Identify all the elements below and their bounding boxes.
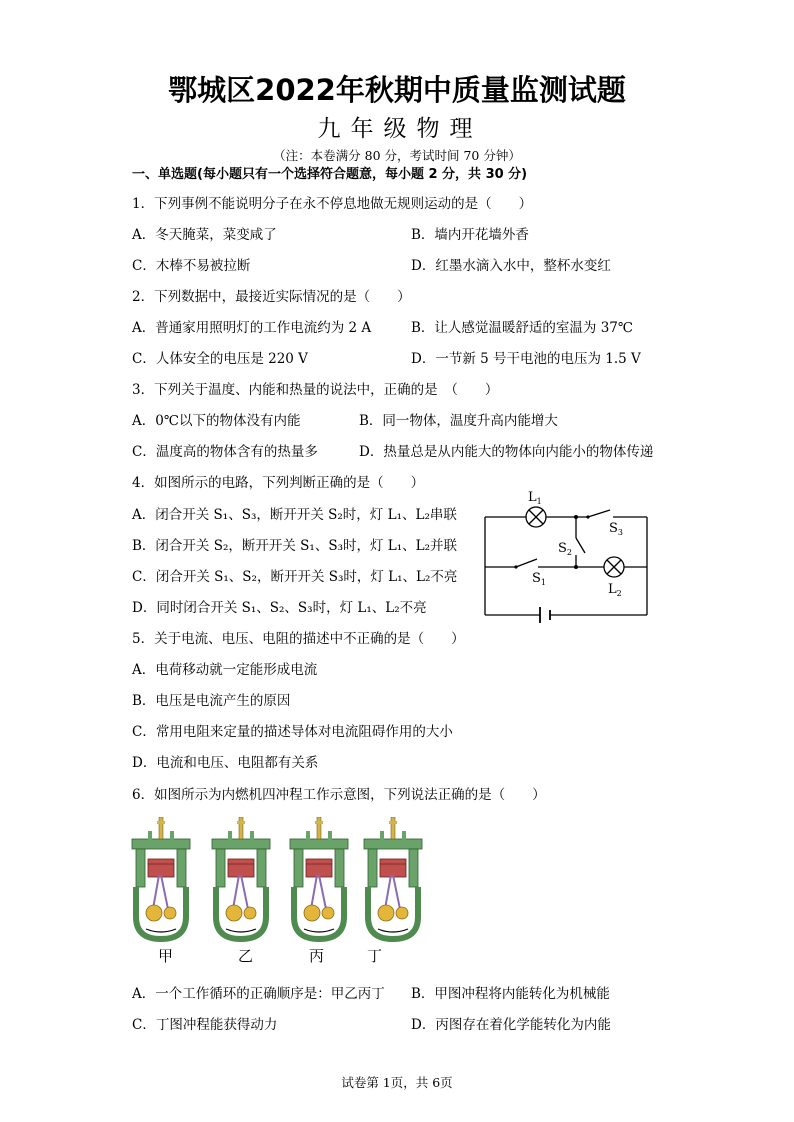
question-2-option-a: A．普通家用照明灯的工作电流约为 2 A: [132, 320, 372, 336]
engine-strokes-diagram: [128, 817, 428, 942]
engine-label-yi: 乙: [238, 947, 254, 965]
exam-note: （注：本卷满分 80 分，考试时间 70 分钟）: [273, 148, 521, 163]
question-6-option-d: D．丙图存在着化学能转化为内能: [411, 1017, 611, 1033]
question-5-stem: 5．关于电流、电压、电阻的描述中不正确的是（ ）: [132, 631, 465, 647]
label-s3-sub: 3: [617, 528, 623, 537]
question-1-option-d: D．红墨水滴入水中，整杯水变红: [411, 258, 611, 274]
label-s1-sub: 1: [540, 578, 546, 587]
question-4-option-b: B．闭合开关 S₂，断开开关 S₁、S₃时，灯 L₁、L₂并联: [132, 538, 458, 554]
label-s2: S: [558, 541, 567, 556]
question-3-option-b: B．同一物体，温度升高内能增大: [359, 413, 558, 429]
question-6-stem: 6．如图所示为内燃机四冲程工作示意图，下列说法正确的是（ ）: [132, 787, 546, 803]
question-3-option-c: C．温度高的物体含有的热量多: [132, 444, 318, 460]
page-title: 鄂城区2022年秋期中质量监测试题: [168, 73, 626, 107]
question-4-option-d: D．同时闭合开关 S₁、S₂、S₃时，灯 L₁、L₂不亮: [132, 600, 427, 616]
question-3-option-a: A．0℃以下的物体没有内能: [132, 413, 301, 429]
label-s1: S: [532, 571, 541, 586]
label-s3: S: [609, 521, 618, 536]
question-1-option-b: B．墙内开花墙外香: [411, 227, 529, 243]
question-5-option-a: A．电荷移动就一定能形成电流: [132, 662, 318, 678]
question-1-stem: 1．下列事例不能说明分子在永不停息地做无规则运动的是（ ）: [132, 196, 533, 212]
svg-text:L1: [528, 490, 542, 506]
svg-text:S1: [532, 571, 546, 587]
label-l2-sub: 2: [616, 589, 622, 598]
page-subtitle: 九年级物理: [317, 116, 483, 142]
label-l2: L: [608, 582, 617, 597]
engine-label-bing: 丙: [309, 947, 325, 965]
question-5-option-d: D．电流和电压、电阻都有关系: [132, 755, 319, 771]
engine-label-jia: 甲: [158, 947, 174, 965]
svg-text:L2: [608, 582, 622, 598]
question-4-option-c: C．闭合开关 S₁、S₂，断开开关 S₃时，灯 L₁、L₂不亮: [132, 569, 458, 585]
label-l1: L: [528, 490, 537, 505]
question-2-stem: 2．下列数据中，最接近实际情况的是（ ）: [132, 289, 411, 305]
question-1-option-c: C．木棒不易被拉断: [132, 258, 251, 274]
circuit-diagram: [478, 486, 658, 636]
question-4-option-a: A．闭合开关 S₁、S₃，断开开关 S₂时，灯 L₁、L₂串联: [132, 507, 457, 523]
section-heading: 一、单选题(每小题只有一个选择符合题意，每小题 2 分，共 30 分): [132, 167, 528, 182]
svg-text:S2: [558, 541, 572, 557]
question-3-stem: 3．下列关于温度、内能和热量的说法中，正确的是 （ ）: [132, 382, 499, 398]
question-3-option-d: D．热量总是从内能大的物体向内能小的物体传递: [359, 444, 654, 460]
question-5-option-b: B．电压是电流产生的原因: [132, 693, 291, 709]
question-6-option-b: B．甲图冲程将内能转化为机械能: [411, 986, 610, 1002]
svg-text:S3: [609, 521, 623, 537]
question-6-option-c: C．丁图冲程能获得动力: [132, 1017, 278, 1033]
question-2-option-d: D．一节新 5 号干电池的电压为 1.5 V: [411, 351, 641, 367]
question-2-option-b: B．让人感觉温暖舒适的室温为 37℃: [411, 320, 633, 336]
question-5-option-c: C．常用电阻来定量的描述导体对电流阻碍作用的大小: [132, 724, 453, 740]
label-l1-sub: 1: [536, 497, 542, 506]
page-footer: 试卷第 1页，共 6页: [341, 1075, 453, 1090]
question-4-stem: 4．如图所示的电路，下列判断正确的是（ ）: [132, 475, 425, 491]
question-1-option-a: A．冬天腌菜，菜变咸了: [132, 227, 277, 243]
label-s2-sub: 2: [566, 548, 572, 557]
engine-label-ding: 丁: [367, 947, 383, 965]
question-2-option-c: C．人体安全的电压是 220 V: [132, 351, 308, 367]
question-6-option-a: A．一个工作循环的正确顺序是：甲乙丙丁: [132, 986, 385, 1002]
